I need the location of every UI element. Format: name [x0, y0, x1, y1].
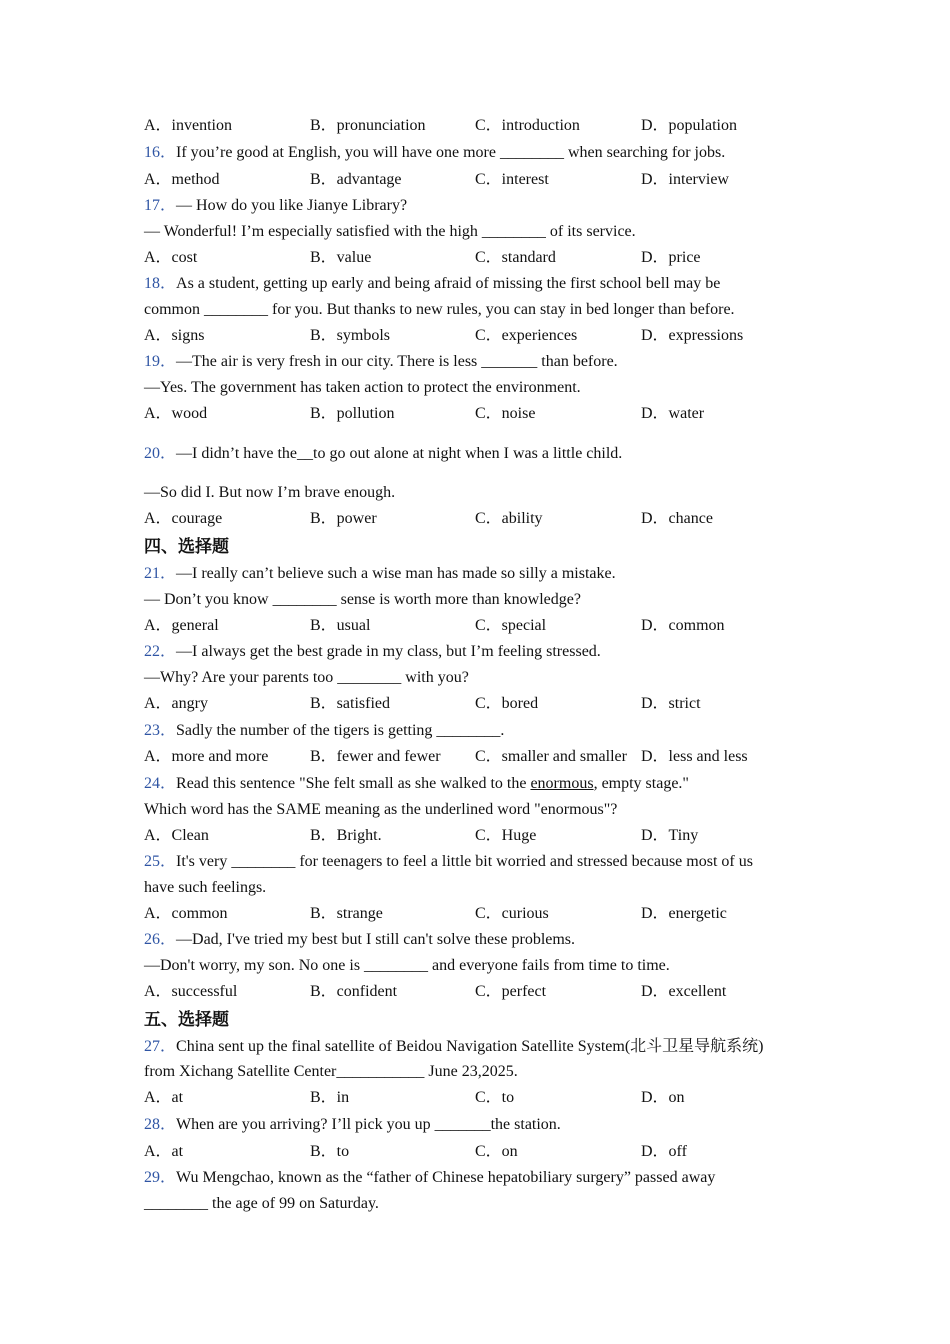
answer-option: D．water — [641, 405, 705, 422]
answer-option: D．chance — [641, 510, 713, 527]
question-text: Sadly the number of the tigers is getting ________. — [176, 722, 505, 739]
answer-options — [144, 326, 824, 346]
answer-option: A．method — [144, 171, 220, 188]
answer-option: A．wood — [144, 405, 208, 422]
answer-option: C．curious — [475, 905, 549, 922]
answer-option: C．interest — [475, 171, 549, 188]
question-line — [144, 642, 601, 662]
answer-options — [144, 826, 824, 846]
answer-option: B．advantage — [310, 171, 402, 188]
question-text: —I didn’t have the__to go out alone at night when I was a little child. — [176, 445, 623, 462]
answer-option: C．standard — [475, 249, 556, 266]
answer-option: A．Clean — [144, 827, 209, 844]
question-text: , empty stage." — [593, 775, 689, 792]
question-line — [144, 1037, 763, 1057]
question-number: 27． — [144, 1038, 177, 1055]
question-text: Read this sentence "She felt small as she walked to the — [176, 775, 531, 792]
answer-options — [144, 509, 824, 529]
answer-option: D．on — [641, 1089, 685, 1106]
answer-option: D．strict — [641, 695, 701, 712]
question-text-line: common ________ for you. But thanks to new rules, you can stay in bed longer than before. — [144, 301, 735, 318]
question-text: —Dad, I've tried my best but I still can't solve these problems. — [176, 931, 576, 948]
question-number: 22． — [144, 643, 177, 660]
question-text-line: —Why? Are your parents too ________ with you? — [144, 669, 469, 686]
answer-option: D．less and less — [641, 748, 748, 765]
answer-option: B．Bright. — [310, 827, 382, 844]
question-text-line: —Yes. The government has taken action to protect the environment. — [144, 379, 581, 396]
answer-option: D．price — [641, 249, 701, 266]
question-text: As a student, getting up early and being afraid of missing the first school bell may be — [176, 275, 721, 292]
question-line — [144, 852, 753, 872]
question-text-line: —Don't worry, my son. No one is ________ and everyone fails from time to time. — [144, 957, 670, 974]
question-line — [144, 1115, 561, 1135]
question-text: When are you arriving? I’ll pick you up _______the station. — [176, 1116, 561, 1133]
answer-option: A．courage — [144, 510, 223, 527]
question-text: China sent up the final satellite of Beidou Navigation Satellite System(北斗卫星导航系统) — [176, 1038, 764, 1055]
question-number: 28． — [144, 1116, 177, 1133]
answer-option: A．common — [144, 905, 228, 922]
question-number: 21． — [144, 565, 177, 582]
question-number: 20． — [144, 445, 177, 462]
answer-options — [144, 1088, 824, 1108]
question-text: If you’re good at English, you will have one more ________ when searching for jobs. — [176, 144, 726, 161]
answer-options — [144, 170, 824, 190]
answer-option: D．off — [641, 1143, 687, 1160]
answer-option: C．introduction — [475, 117, 580, 134]
answer-option: B．fewer and fewer — [310, 748, 441, 765]
section-heading: 五、选择题 — [144, 1010, 229, 1030]
answer-option: D．energetic — [641, 905, 727, 922]
question-line — [144, 143, 725, 163]
answer-option: D．population — [641, 117, 737, 134]
answer-option: C．noise — [475, 405, 536, 422]
question-text-line: — Don’t you know ________ sense is worth more than knowledge? — [144, 591, 581, 608]
answer-options — [144, 116, 824, 136]
underlined-word: enormous — [530, 775, 594, 792]
question-number: 25． — [144, 853, 177, 870]
answer-option: B．value — [310, 249, 372, 266]
question-text-line: from Xichang Satellite Center___________ June 23,2025. — [144, 1063, 518, 1080]
question-text: —I really can’t believe such a wise man has made so silly a mistake. — [176, 565, 616, 582]
question-text-line: ________ the age of 99 on Saturday. — [144, 1195, 379, 1212]
question-text: —The air is very fresh in our city. There is less _______ than before. — [176, 353, 618, 370]
answer-options — [144, 982, 824, 1002]
answer-option: B．pronunciation — [310, 117, 426, 134]
answer-option: D．Tiny — [641, 827, 699, 844]
question-text-line: —So did I. But now I’m brave enough. — [144, 484, 396, 501]
answer-option: B．in — [310, 1089, 350, 1106]
question-text: — How do you like Jianye Library? — [176, 197, 408, 214]
answer-option: A．at — [144, 1089, 184, 1106]
question-line — [144, 930, 575, 950]
answer-option: C．to — [475, 1089, 515, 1106]
question-line — [144, 196, 407, 216]
answer-option: A．more and more — [144, 748, 269, 765]
question-text-line: Which word has the SAME meaning as the underlined word "enormous"? — [144, 801, 618, 818]
answer-option: C．bored — [475, 695, 539, 712]
answer-option: A．angry — [144, 695, 208, 712]
answer-option: C．perfect — [475, 983, 547, 1000]
question-line — [144, 564, 616, 584]
answer-option: C．ability — [475, 510, 543, 527]
answer-options — [144, 616, 824, 636]
answer-options — [144, 248, 824, 268]
answer-option: B．confident — [310, 983, 398, 1000]
answer-option: A．invention — [144, 117, 232, 134]
question-text-line: have such feelings. — [144, 879, 267, 896]
answer-option: A．at — [144, 1143, 184, 1160]
answer-option: D．excellent — [641, 983, 727, 1000]
section-heading: 四、选择题 — [144, 537, 229, 557]
answer-options — [144, 1142, 824, 1162]
question-number: 23． — [144, 722, 177, 739]
answer-option: B．satisfied — [310, 695, 390, 712]
answer-option: A．cost — [144, 249, 198, 266]
answer-option: C．on — [475, 1143, 518, 1160]
answer-option: C．smaller and smaller — [475, 748, 627, 765]
question-text-line: — Wonderful! I’m especially satisfied with the high ________ of its service. — [144, 223, 636, 240]
question-line — [144, 444, 622, 464]
answer-option: B．symbols — [310, 327, 391, 344]
answer-options — [144, 404, 824, 424]
question-number: 24． — [144, 775, 177, 792]
question-line — [144, 721, 504, 741]
answer-option: A．general — [144, 617, 219, 634]
question-text: It's very ________ for teenagers to feel a little bit worried and stressed because most of us — [176, 853, 753, 870]
question-line — [144, 774, 689, 794]
question-number: 29． — [144, 1169, 177, 1186]
answer-option: D．common — [641, 617, 725, 634]
question-number: 19． — [144, 353, 177, 370]
answer-options — [144, 904, 824, 924]
answer-options — [144, 694, 824, 714]
answer-options — [144, 747, 824, 767]
question-number: 16． — [144, 144, 177, 161]
answer-option: B．usual — [310, 617, 371, 634]
answer-option: C．special — [475, 617, 547, 634]
question-line — [144, 1168, 715, 1188]
answer-option: B．to — [310, 1143, 350, 1160]
answer-option: D．expressions — [641, 327, 744, 344]
question-text: —I always get the best grade in my class, but I’m feeling stressed. — [176, 643, 601, 660]
answer-option: A．signs — [144, 327, 205, 344]
question-number: 17． — [144, 197, 177, 214]
question-line — [144, 274, 720, 294]
answer-option: C．Huge — [475, 827, 537, 844]
question-number: 26． — [144, 931, 177, 948]
answer-option: D．interview — [641, 171, 729, 188]
answer-option: C．experiences — [475, 327, 578, 344]
question-text: Wu Mengchao, known as the “father of Chinese hepatobiliary surgery” passed away — [176, 1169, 716, 1186]
question-number: 18． — [144, 275, 177, 292]
answer-option: B．strange — [310, 905, 383, 922]
answer-option: B．pollution — [310, 405, 395, 422]
answer-option: A．successful — [144, 983, 238, 1000]
answer-option: B．power — [310, 510, 377, 527]
question-line — [144, 352, 618, 372]
